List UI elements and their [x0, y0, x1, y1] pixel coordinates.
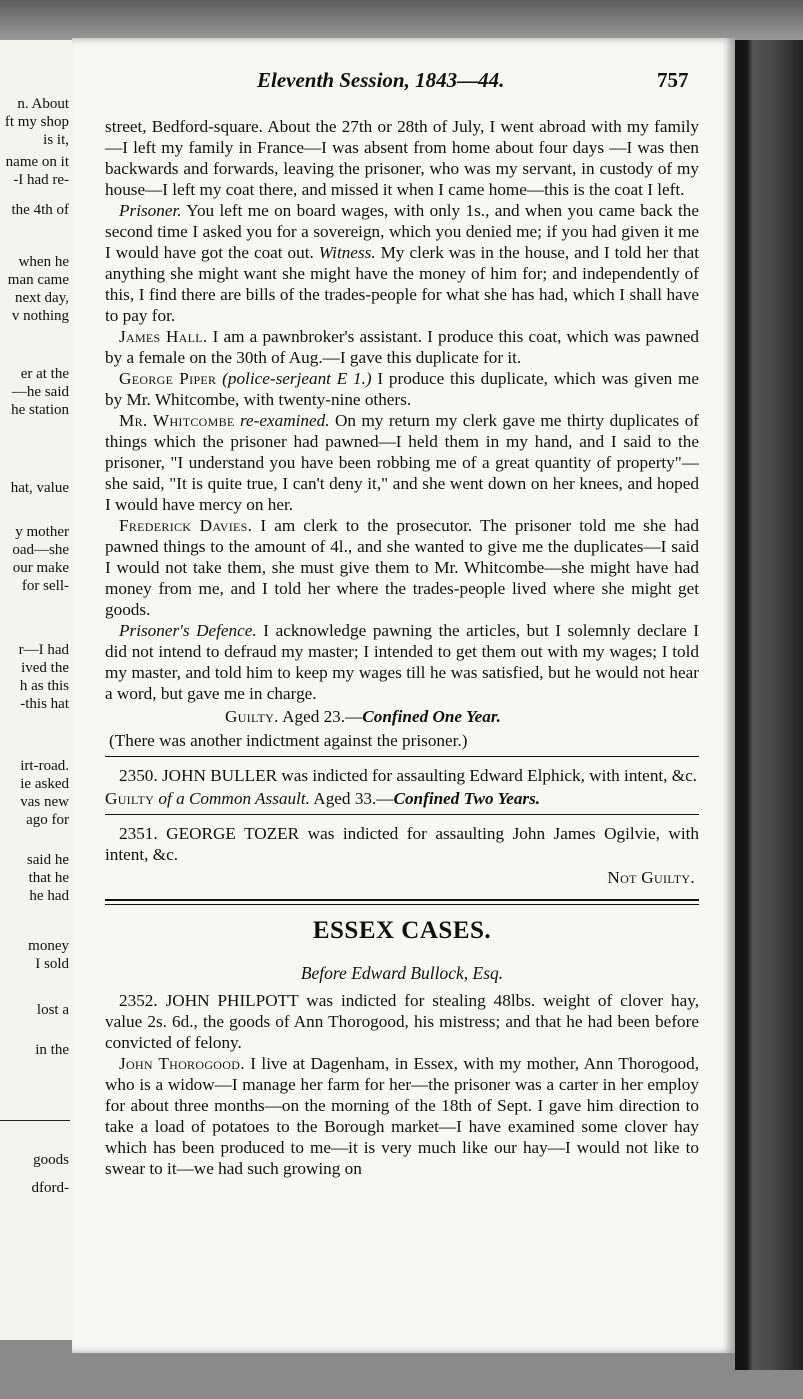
margin-fragment: is it,	[43, 132, 69, 148]
margin-fragment: hat, value	[10, 480, 69, 496]
margin-fragment: I sold	[35, 956, 69, 972]
margin-fragment: man came	[7, 272, 69, 288]
testimony-text: I am a pawnbroker's assistant. I produce this coat, which was pawned by a female on the 30th of Aug.—I gave this duplicate for it.	[105, 327, 700, 367]
margin-fragment: our make	[12, 560, 69, 576]
speaker-role: re-examined.	[239, 411, 330, 430]
margin-fragment: ago for	[26, 812, 69, 828]
speaker-label: John Thorogood.	[119, 1054, 245, 1073]
book-page	[72, 38, 735, 1353]
testimony-text: You left me on board wages, with only 1s., and when you came back the second time I asked you for a sovereign, which you denied me; if you had given it me I would have got the coat out.	[105, 201, 699, 262]
speaker-label: James Hall.	[119, 327, 208, 346]
speaker-label: Prisoner's Defence.	[119, 621, 257, 640]
verdict-label: Guilty.	[225, 707, 279, 726]
margin-rule	[0, 1120, 70, 1121]
margin-fragment: that he	[28, 870, 69, 886]
verdict-label: Guilty	[105, 789, 155, 808]
margin-fragment: name on it	[5, 154, 69, 170]
book-edge	[735, 40, 803, 1370]
case-entry: 2350. JOHN BULLER was indicted for assaulting Edward Elphick, with intent, &c.	[119, 766, 698, 785]
margin-fragment: dford-	[31, 1180, 69, 1196]
margin-fragment: he had	[29, 888, 69, 904]
margin-fragment: when he	[18, 254, 69, 270]
margin-fragment: ie asked	[20, 776, 69, 792]
scan-background	[0, 0, 803, 40]
margin-fragment: v nothing	[11, 308, 69, 324]
left-page-fragment	[0, 40, 78, 1340]
presiding-judge: Before Edward Bullock, Esq.	[300, 963, 504, 983]
margin-fragment: ft my shop	[4, 114, 69, 130]
verdict-sentence: Confined One Year.	[362, 707, 501, 726]
margin-fragment: n. About	[17, 96, 69, 112]
section-heading: ESSEX CASES.	[312, 917, 492, 944]
margin-fragment: money	[28, 938, 69, 954]
margin-fragment: —he said	[11, 384, 69, 400]
page-body	[105, 116, 699, 1179]
case-divider	[105, 756, 699, 757]
margin-fragment: y mother	[15, 524, 69, 540]
verdict-age: Aged 23.—	[282, 707, 363, 726]
case-entry: 2351. GEORGE TOZER was indicted for assaulting John James Ogilvie, with intent, &c.	[105, 824, 699, 864]
testimony-paragraph	[105, 1053, 699, 1179]
testimony-text: I am clerk to the prosecutor. The prisoner told me she had pawned things to the amount of 4l., and she wanted to give me the duplicates—I said I would not take them, she must give them to Mr. Whitcombe—she might have had money from me, and I told her where the trades-people lived where she might get goods.	[105, 516, 700, 619]
verdict-label: Not Guilty.	[607, 868, 695, 887]
speaker-role: (police-serjeant E 1.)	[222, 369, 372, 388]
speaker-label: George Piper	[119, 369, 217, 388]
testimony-text: I live at Dagenham, in Essex, with my mother, Ann Thorogood, who is a widow—I manage her farm for her—the prisoner was a carter in her employ for about three months—on the morning of the 18th of Sept. I gave him direction to take a load of potatoes to the Borough market—I have examined some clover hay which has been produced to me—it is very much like our hay—I would not like to swear to it—we had such growing on	[105, 1054, 699, 1178]
editorial-note: (There was another indictment against the prisoner.)	[109, 731, 468, 750]
margin-fragment: said he	[26, 852, 69, 868]
case-divider	[105, 814, 699, 815]
testimony-paragraph: street, Bedford-square. About the 27th or 28th of July, I went abroad with my family—I left my family in France—I was absent from home about four days —I was then backwards and forwards, leaving the prisoner, who was my servant, in custody of my house—I left my coat there, and missed it when I came home—this is the coat I left.	[105, 117, 699, 199]
verdict-line	[105, 706, 699, 728]
margin-fragment: for sell-	[21, 578, 69, 594]
section-divider	[105, 899, 699, 905]
margin-fragment: lost a	[36, 1002, 69, 1018]
speaker-label: Witness.	[318, 243, 376, 262]
margin-fragment: irt-road.	[20, 758, 69, 774]
margin-fragment: vas new	[20, 794, 69, 810]
margin-fragment: -I had re-	[13, 172, 69, 188]
margin-fragment: er at the	[20, 366, 69, 382]
verdict-line	[105, 788, 699, 810]
testimony-paragraph	[105, 326, 699, 368]
verdict-age: Aged 33.—	[313, 789, 394, 808]
testimony-text: My clerk was in the house, and I told her that anything she might want she might have the money of him for; and independently of this, I find there are bills of the trades-people for what she has had, which I shall have to pay for.	[105, 243, 700, 325]
testimony-paragraph	[105, 515, 699, 620]
margin-fragment: r—I had	[18, 642, 69, 658]
margin-fragment: the 4th of	[11, 202, 69, 218]
testimony-paragraph	[105, 368, 699, 410]
margin-fragment: ived the	[21, 660, 69, 676]
margin-fragment: he station	[11, 402, 69, 418]
verdict-sentence: Confined Two Years.	[393, 789, 541, 808]
verdict-offence: of a Common Assault.	[158, 789, 310, 808]
running-header	[72, 68, 735, 98]
speaker-label: Frederick Davies.	[119, 516, 253, 535]
testimony-paragraph	[105, 620, 699, 704]
margin-fragment: h as this	[19, 678, 69, 694]
margin-fragment: oad—she	[12, 542, 69, 558]
page-number: 757	[657, 68, 689, 92]
speaker-label: Mr. Whitcombe	[119, 411, 235, 430]
margin-fragment: -this hat	[20, 696, 69, 712]
testimony-text: I acknowledge pawning the articles, but I solemnly declare I did not intend to defraud my master; I intended to get them out with my wages; I told my master, and told him to keep my wages till he was satisfied, but he would not hear a word, but gave me in charge.	[105, 621, 699, 703]
testimony-paragraph	[105, 410, 699, 515]
testimony-text: On my return my clerk gave me thirty duplicates of things which the prisoner had pawned—I held them in my hand, and I said to the prisoner, "I understand you have been robbing me of a great quantity of property"—she said, "It is quite true, I can't deny it," and she went down on her knees, and hoped I would have mercy on her.	[105, 411, 700, 514]
speaker-label: Prisoner.	[119, 201, 182, 220]
case-entry: 2352. JOHN PHILPOTT was indicted for stealing 48lbs. weight of clover hay, value 2s. 6d., the goods of Ann Thorogood, his mistress; and that he had been before convicted of felony.	[105, 991, 699, 1052]
testimony-paragraph	[105, 200, 699, 326]
margin-fragment: in the	[35, 1042, 69, 1058]
testimony-text: I produce this duplicate, which was given me by Mr. Whitcombe, with twenty-nine others.	[105, 369, 699, 409]
margin-fragment: next day,	[14, 290, 69, 306]
margin-fragment: goods	[33, 1152, 69, 1168]
running-title: Eleventh Session, 1843—44.	[257, 68, 505, 92]
